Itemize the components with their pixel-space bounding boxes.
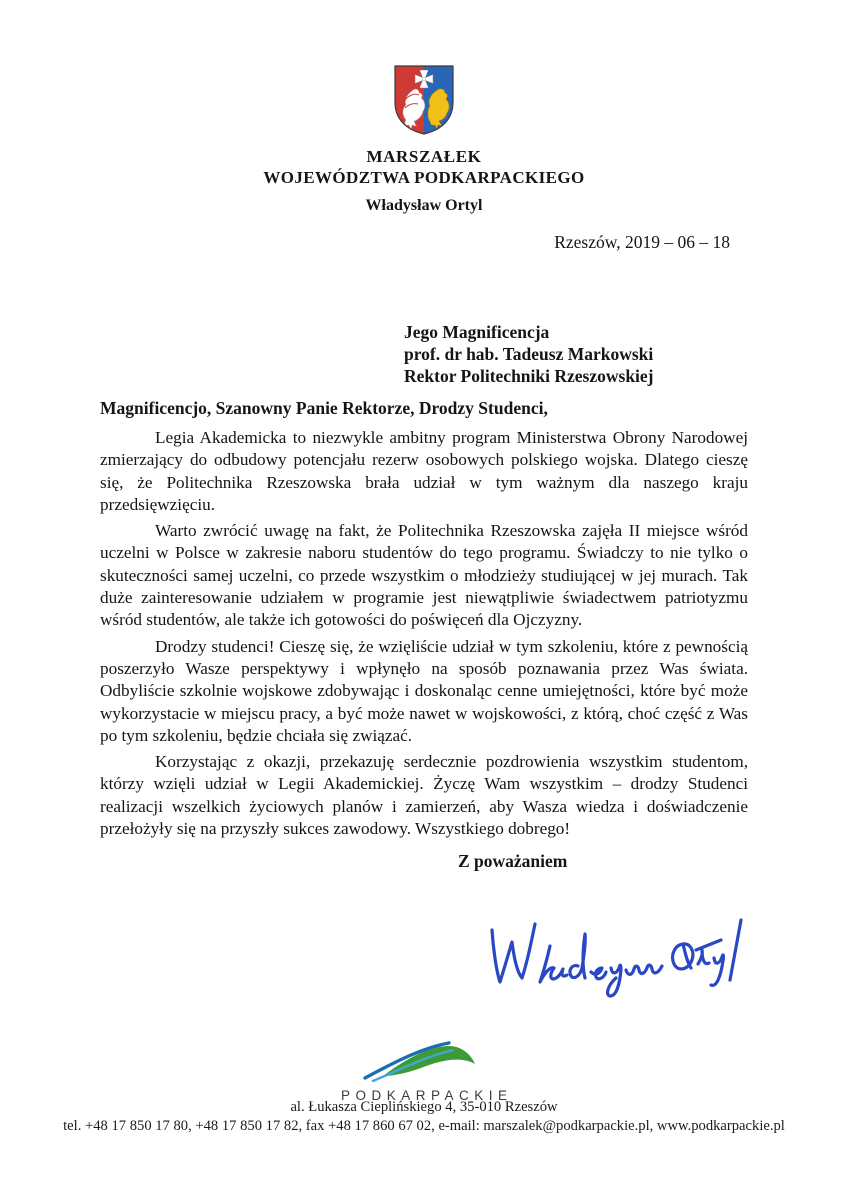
addressee-block <box>404 321 654 387</box>
footer-address: al. Łukasza Cieplińskiego 4, 35-010 Rzeszów <box>290 1099 558 1115</box>
closing-phrase: Z poważaniem <box>458 851 568 871</box>
paragraph-2: Warto zwrócić uwagę na fakt, że Politechnika Rzeszowska zajęła II miejsce wśród uczelni w Polsce w zakresie naboru studentów do tego programu. Świadczy to nie tylko o skuteczności samej uczelni, co przede wszystkim o młodzieży studiującej w jej murach. Tak duże zainteresowanie udziałem w programie jest niewątpliwie świadectwem patriotyzmu wśród studentów, ale także ich gotowości do poświęceń dla Ojczyzny. <box>100 521 748 630</box>
addressee-title: Rektor Politechniki Rzeszowskiej <box>404 366 654 386</box>
podkarpackie-logo <box>0 1038 848 1103</box>
addressee-honorific: Jego Magnificencja <box>404 322 550 342</box>
office-holder-name: Władysław Ortyl <box>365 197 483 214</box>
salutation: Magnificencjo, Szanowny Panie Rektorze, Drodzy Studenci, <box>100 398 548 418</box>
brand-wordmark: PODKARPACKIE <box>340 1088 513 1103</box>
paragraph-4: Korzystając z okazji, przekazuję serdecznie pozdrowienia wszystkim studentom, którzy wzięli udział w Legii Akademickiej. Życzę Wam wszystkim – drodzy Studenci realizacji wszelkich życiowych planów i zamierzeń, aby Wasza wiedza i doświadczenie przełożyły się na przyszły sukces zawodowy. Wszystkiego dobrego! <box>100 752 748 839</box>
footer-contact-block <box>0 1098 848 1136</box>
paragraph-3: Drodzy studenci! Cieszę się, że wzięliście udział w tym szkoleniu, które z pewnością poszerzyło Wasze perspektywy i wpłynęło na sposób poznawania przez Was świata. Odbyliście szkolnie wojskowe zdobywając i doskonaląc cenne umiejętności, które być może wykorzystacie w miejscu pracy, a być może nawet w wojskowości, z którą, choć część z Was po tym szkoleniu, będzie chciała się związać. <box>100 636 748 745</box>
addressee-name: prof. dr hab. Tadeusz Markowski <box>404 344 654 364</box>
podkarpackie-logo-icon <box>349 1069 499 1086</box>
footer-contact-line: tel. +48 17 850 17 80, +48 17 850 17 82, fax +48 17 860 67 02, e-mail: marszalek@podkarpackie.pl, www.podkarpackie.pl <box>63 1118 785 1134</box>
office-title-line1: MARSZAŁEK <box>366 147 482 166</box>
handwritten-signature <box>478 912 746 1022</box>
coat-of-arms-icon <box>391 62 457 141</box>
paragraph-1: Legia Akademicka to niezwykle ambitny program Ministerstwa Obrony Narodowej zmierzający do odbudowy potencjału rezerw osobowych polskiego wojska. Dlatego cieszę się, że Politechnika Rzeszowska brała udział w tym ważnym dla naszego kraju przedsięwzięciu. <box>100 428 748 514</box>
place-and-date: Rzeszów, 2019 – 06 – 18 <box>554 232 730 252</box>
office-title-line2: WOJEWÓDZTWA PODKARPACKIEGO <box>263 168 585 187</box>
letter-body <box>100 427 748 844</box>
letterhead <box>0 62 848 215</box>
